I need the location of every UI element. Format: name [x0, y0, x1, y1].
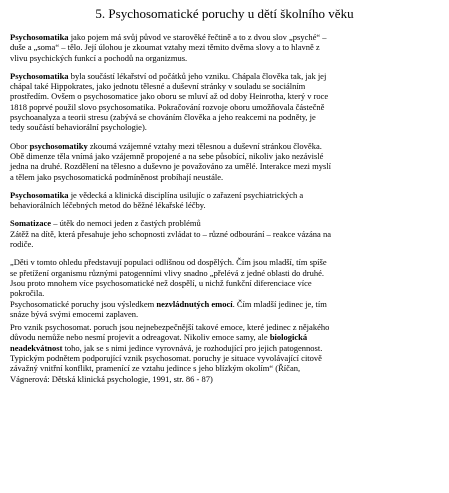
text-line — [10, 309, 439, 319]
text-segment: se přetížení organismu různými patogenními vlivy snadno „přelévá z jedné oblasti do druhé. — [10, 267, 325, 278]
text-segment: Jsou proto mnohem více psychosomatické než dospělí, u nichž funkční diferenciace více — [10, 277, 312, 288]
bold-term: biologická — [269, 332, 308, 343]
text-segment: prostředím. Ovšem o psychosomatice jako oboru se mluví až od doby Heinrotha, který v roce — [10, 91, 329, 102]
text-segment: zkoumá vzájemné vztahy mezi tělesnou a duševní stránkou člověka. — [87, 140, 322, 151]
text-segment: . Čím mladší jedinec je, tím — [232, 298, 327, 309]
text-line — [10, 81, 439, 91]
text-segment: Psychosomatické poruchy jsou výsledkem — [10, 298, 157, 309]
text-segment: chápal také Hippokrates, jako jednotu tělesné a duševní stránky v souladu se sociálním — [10, 81, 306, 92]
text-line — [10, 278, 439, 288]
text-segment: závažný vnitřní konflikt, pramenící ze vztahu jedince s jeho blízkým okolím“ (Říčan, — [10, 363, 301, 374]
text-segment: vlivu psychických funkcí a pochodů na organizmus. — [10, 52, 188, 63]
text-segment: duše a „soma“ – tělo. Její úlohou je zkoumat vztahy mezi těmito dvěma slovy a to hlavně z — [10, 42, 320, 53]
bold-term: Psychosomatika — [10, 189, 69, 200]
text-segment: je vědecká a klinická disciplína usilujíc o zařazení psychiatrických a — [68, 189, 304, 200]
text-segment: důvodu nemůže nebo nesmí projevit a odreagovat. Nikoliv emoce samy, ale — [10, 332, 270, 343]
text-segment: tedy součástí behaviorální psychologie). — [10, 122, 147, 133]
paragraph — [10, 190, 439, 211]
text-line — [10, 71, 439, 81]
paragraph — [10, 257, 439, 319]
text-segment: byla součástí lékařství od počátků jeho vzniku. Chápala člověka tak, jak jej — [68, 70, 327, 81]
bold-term: Psychosomatika — [10, 32, 69, 42]
text-line — [10, 257, 439, 267]
text-line — [10, 102, 439, 112]
paragraph — [10, 32, 439, 63]
text-line — [10, 200, 439, 210]
bold-term: nezvládnutých emocí — [156, 298, 233, 309]
document-body — [10, 32, 439, 384]
text-segment: Obě dimenze těla vnímá jako vzájemně propojené a na sebe působící, nikoliv jako nezávislé — [10, 150, 324, 161]
text-line — [10, 229, 439, 239]
text-segment: jedna na druhé. Rozdělení na tělesno a duševno je považováno za umělé. Interakce mezi myslí — [10, 161, 331, 172]
text-line — [10, 299, 439, 309]
text-segment: „Děti v tomto ohledu představují populaci odlišnou od dospělých. Čím jsou mladší, tím spíše — [10, 257, 327, 268]
text-line — [10, 53, 439, 63]
paragraph — [10, 71, 439, 133]
text-line — [10, 172, 439, 182]
paragraph — [10, 141, 439, 182]
document-title: 5. Psychosomatické poruchy u dětí školního věku — [95, 6, 354, 21]
text-line — [10, 190, 439, 200]
text-segment: Zátěž na dítě, která přesahuje jeho schopnosti zvládat to – různé odbourání – reakce vázána na — [10, 228, 331, 239]
text-line — [10, 363, 439, 373]
bold-term: psychosomatiky — [29, 140, 88, 151]
text-line — [10, 268, 439, 278]
text-segment: pokročila. — [10, 288, 45, 299]
text-line — [10, 141, 439, 151]
text-line — [10, 112, 439, 122]
text-segment: psychoanalyza a teorii stresu (zabývá se chováním člověka a jeho reakcemi na podněty, je — [10, 112, 316, 123]
text-segment: behaviorálních léčebných metod do běžné lékařské léčby. — [10, 200, 206, 211]
text-line — [10, 91, 439, 101]
text-line — [10, 161, 439, 171]
text-line — [10, 288, 439, 298]
text-segment: Obor — [10, 140, 30, 151]
text-segment: – útěk do nemoci jeden z častých problémů — [51, 218, 201, 229]
text-line — [10, 218, 439, 228]
text-line — [10, 239, 439, 249]
text-line — [10, 374, 439, 384]
text-segment: Pro vznik psychosomat. poruch jsou nejnebezpečnější takové emoce, které jedinec z nějakého — [10, 322, 330, 333]
paragraph — [10, 322, 439, 384]
text-line — [10, 343, 439, 353]
text-line — [10, 32, 439, 42]
text-segment: jako pojem má svůj původ ve starověké řečtině a to z dvou slov „psyché“ – — [68, 32, 327, 42]
bold-term: neadekvátnost — [10, 342, 63, 353]
text-line — [10, 353, 439, 363]
text-line — [10, 151, 439, 161]
text-segment: Vágnerová: Dětská klinická psychologie, 1991, str. 86 - 87) — [10, 373, 213, 384]
text-segment: toho, jak se s nimi jedince vyrovnává, je rozhodující pro jejich patogennost. — [62, 342, 323, 353]
text-segment: snáze bývá svými emocemi zaplaven. — [10, 308, 139, 319]
text-line — [10, 42, 439, 52]
text-line — [10, 322, 439, 332]
text-line — [10, 122, 439, 132]
text-segment: Typickým podnětem podporující vznik psychosomat. poruchy je situace vyvolávající citově — [10, 353, 322, 364]
bold-term: Psychosomatika — [10, 70, 69, 81]
text-segment: a tělem jako psychosomatická podmíněnost probíhají neustále. — [10, 171, 224, 182]
bold-term: Somatizace — [10, 218, 52, 229]
paragraph — [10, 218, 439, 249]
text-segment: 1818 poprvé použil slovo psychosomatika. Pokračování rozvoje oboru umožňovala částečně — [10, 101, 325, 112]
text-segment: rodiče. — [10, 239, 34, 250]
text-line — [10, 332, 439, 342]
